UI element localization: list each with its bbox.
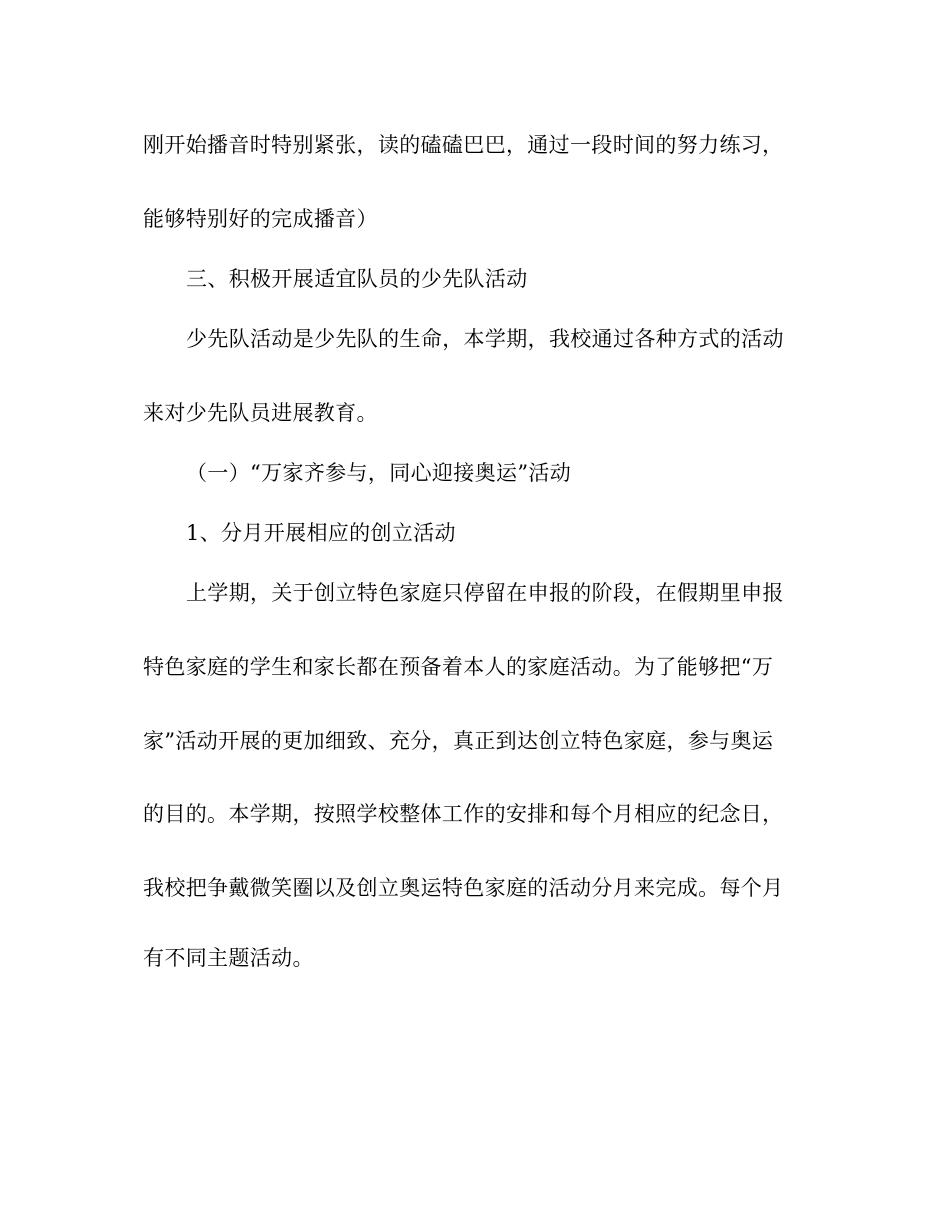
- body-text-line: 来对少先队员进展教育。: [143, 401, 378, 425]
- body-text-line: 的目的。本学期，按照学校整体工作的安排和每个月相应的纪念日，: [143, 802, 784, 826]
- body-text-line: 我校把争戴微笑圈以及创立奥运特色家庭的活动分月来完成。每个月: [143, 876, 784, 900]
- section-heading: 三、积极开展适宜队员的少先队活动: [186, 267, 528, 291]
- item-heading: 1、分月开展相应的创立活动: [186, 521, 456, 545]
- body-text-line: 家”活动开展的更加细致、充分，真正到达创立特色家庭，参与奥运: [143, 729, 774, 753]
- body-text-line: 特色家庭的学生和家长都在预备着本人的家庭活动。为了能够把“万: [143, 655, 774, 679]
- body-text-line: 上学期，关于创立特色家庭只停留在申报的阶段，在假期里申报: [186, 581, 784, 605]
- body-text-line: 少先队活动是少先队的生命，本学期，我校通过各种方式的活动: [186, 327, 784, 351]
- body-text-line: 刚开始播音时特别紧张，读的磕磕巴巴，通过一段时间的努力练习，: [143, 133, 784, 157]
- subsection-heading: （一）“万家齐参与，同心迎接奥运”活动: [186, 461, 572, 485]
- body-text-line: 有不同主题活动。: [143, 946, 314, 970]
- body-text-line: 能够特别好的完成播音）: [143, 207, 378, 231]
